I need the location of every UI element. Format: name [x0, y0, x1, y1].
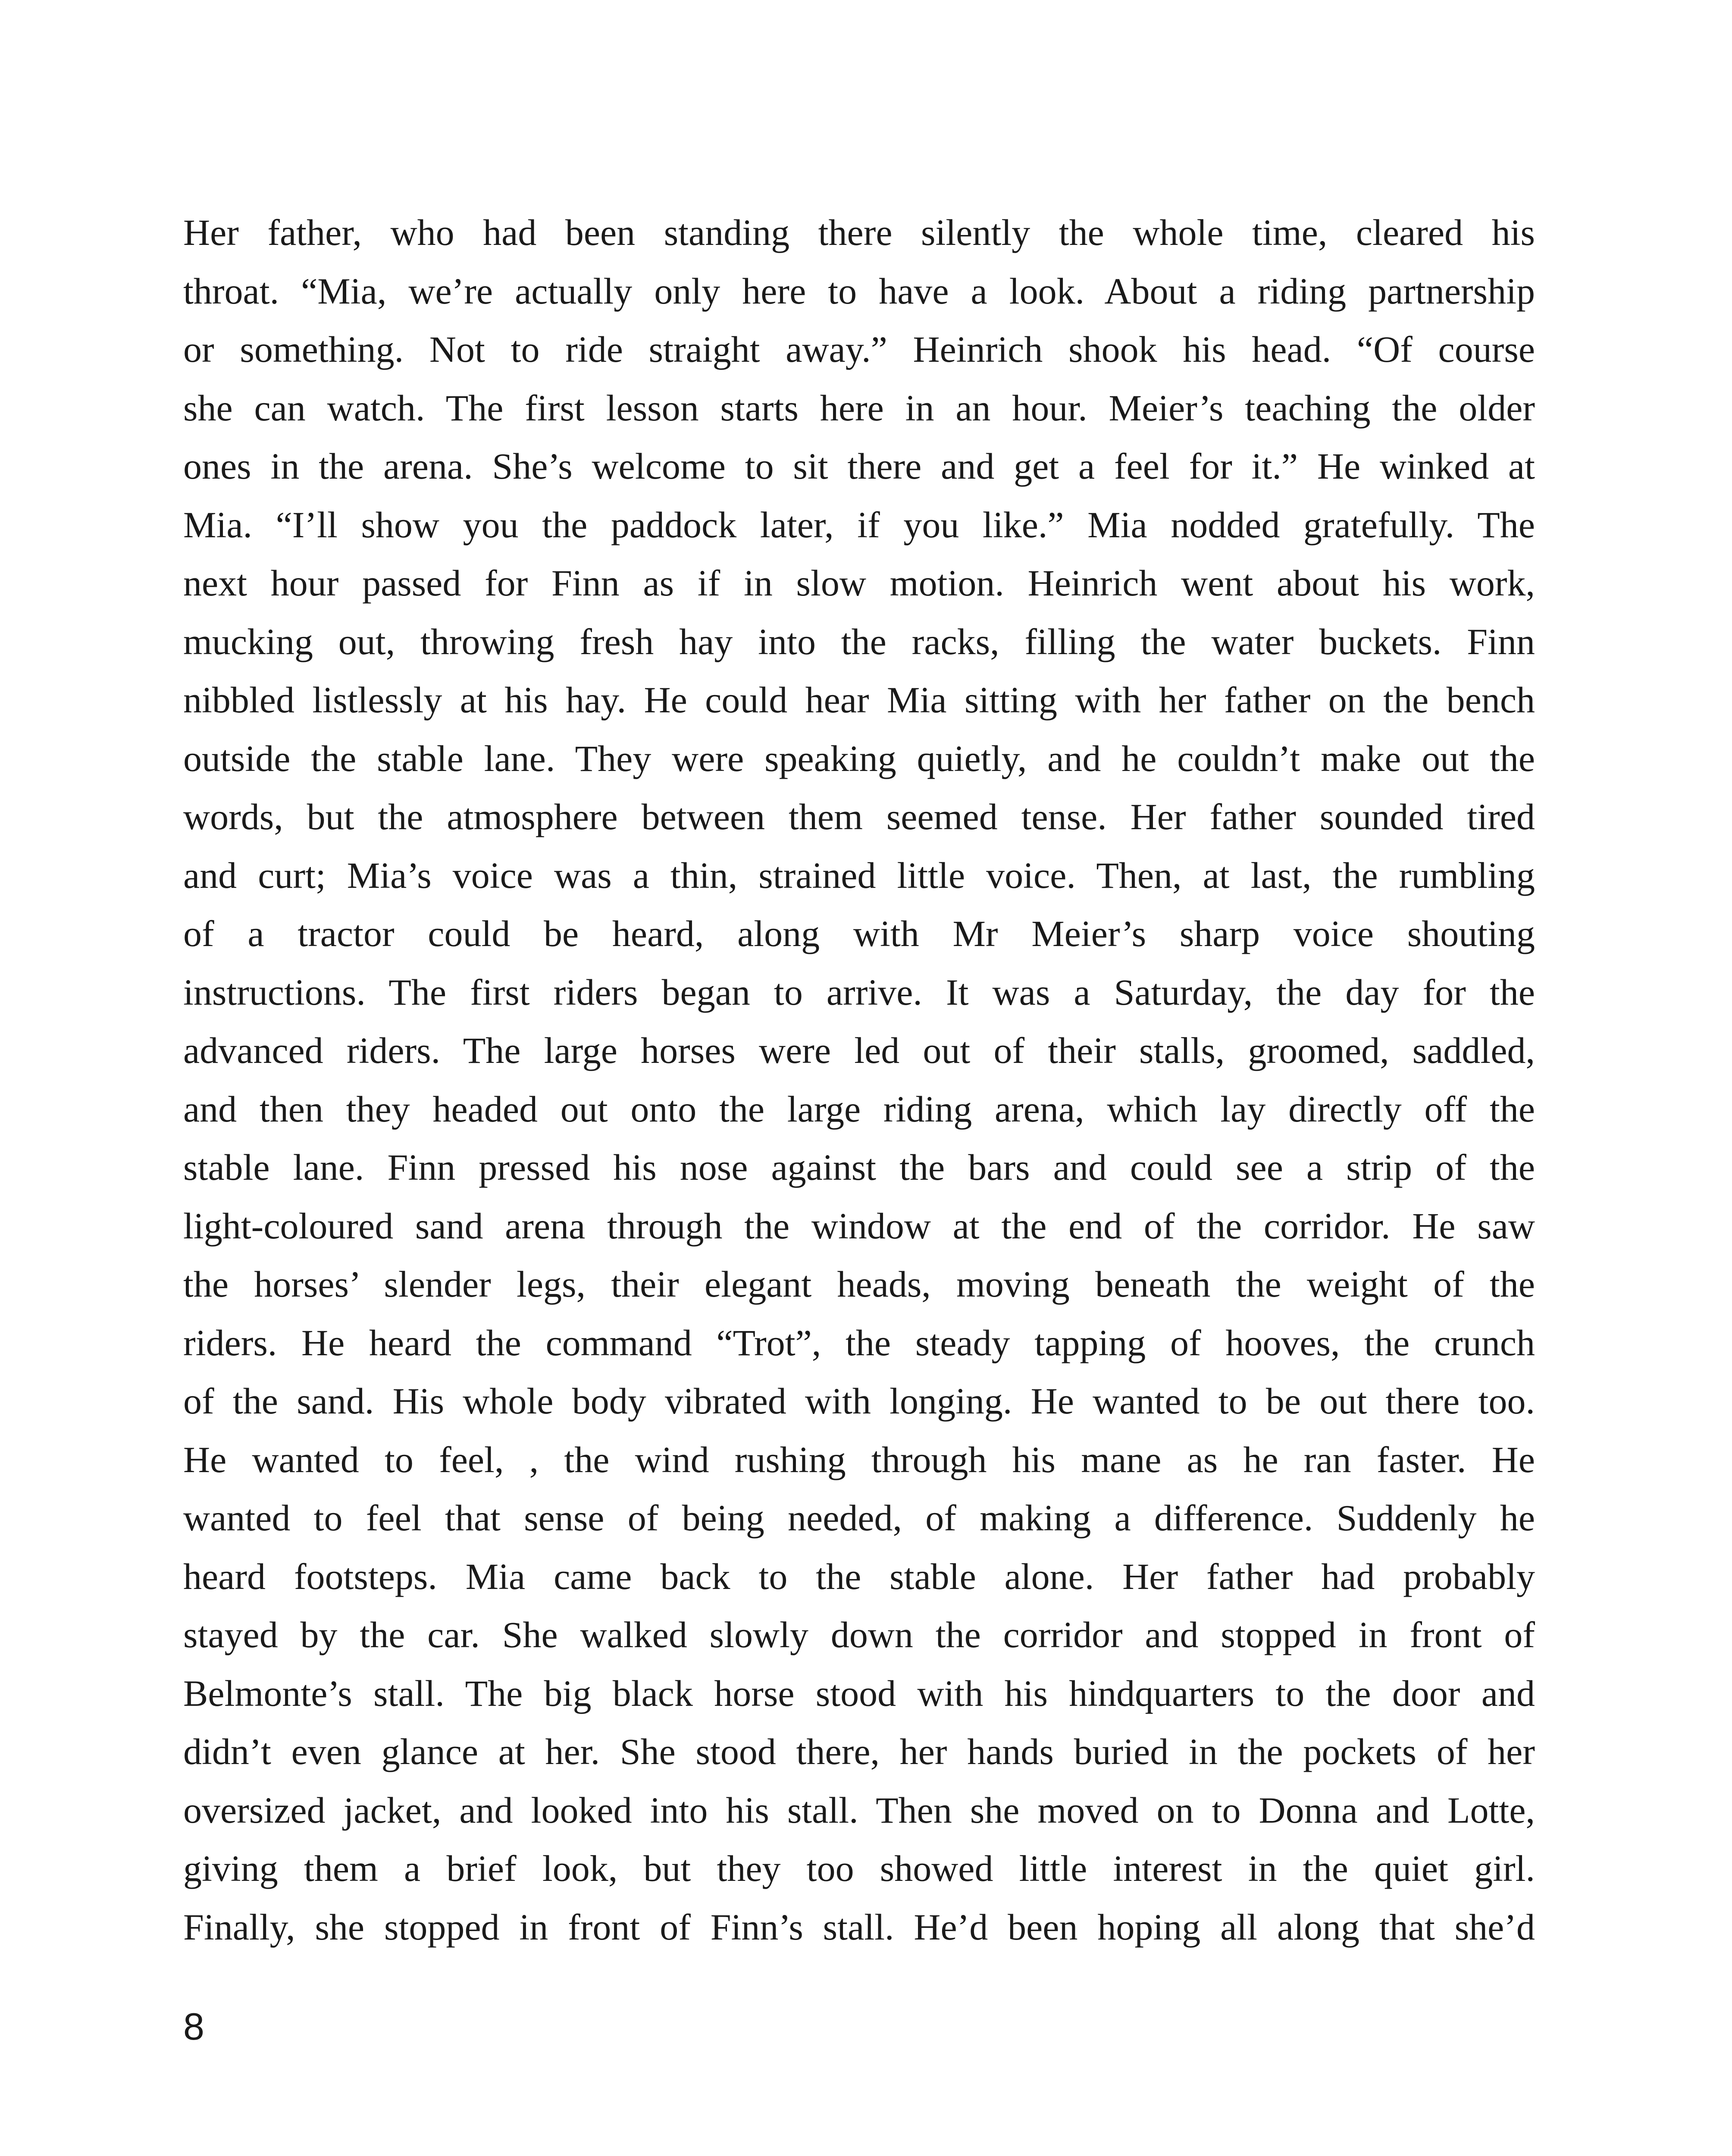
- text-line: and then they headed out onto the large riding arena, which lay directly off the: [183, 1088, 1535, 1130]
- text-line: or something. Not to ride straight away.” Heinrich shook his head. “Of course: [183, 329, 1535, 370]
- text-line: Mia. “I’ll show you the paddock later, if you like.” Mia nodded gratefully. The: [183, 504, 1535, 545]
- text-line: next hour passed for Finn as if in slow motion. Heinrich went about his work,: [183, 562, 1535, 604]
- text-line: light-coloured sand arena through the window at the end of the corridor. He saw: [183, 1205, 1535, 1247]
- text-line: throat. “Mia, we’re actually only here to have a look. About a riding partnership: [183, 270, 1535, 312]
- text-line: oversized jacket, and looked into his stall. Then she moved on to Donna and Lotte,: [183, 1789, 1535, 1831]
- text-line: He wanted to feel, , the wind rushing through his mane as he ran faster. He: [183, 1438, 1535, 1480]
- body-text: [183, 204, 1535, 1956]
- text-line: nibbled listlessly at his hay. He could hear Mia sitting with her father on the bench: [183, 679, 1535, 721]
- text-line: of a tractor could be heard, along with Mr Meier’s sharp voice shouting: [183, 913, 1535, 954]
- text-line: instructions. The first riders began to arrive. It was a Saturday, the day for the: [183, 971, 1535, 1013]
- text-line: didn’t even glance at her. She stood there, her hands buried in the pockets of her: [183, 1731, 1535, 1772]
- text-line: of the sand. His whole body vibrated with longing. He wanted to be out there too.: [183, 1380, 1535, 1422]
- text-line: Belmonte’s stall. The big black horse stood with his hindquarters to the door and: [183, 1672, 1535, 1714]
- text-line: giving them a brief look, but they too showed little interest in the quiet girl.: [183, 1848, 1535, 1889]
- text-line: heard footsteps. Mia came back to the stable alone. Her father had probably: [183, 1555, 1535, 1597]
- text-line: mucking out, throwing fresh hay into the racks, filling the water buckets. Finn: [183, 620, 1535, 662]
- text-line: Her father, who had been standing there silently the whole time, cleared his: [183, 212, 1535, 253]
- text-line: she can watch. The first lesson starts here in an hour. Meier’s teaching the older: [183, 387, 1535, 429]
- text-line: Finally, she stopped in front of Finn’s stall. He’d been hoping all along that she’d: [183, 1906, 1535, 1948]
- text-line: and curt; Mia’s voice was a thin, strained little voice. Then, at last, the rumbling: [183, 854, 1535, 896]
- page-number: 8: [183, 2005, 204, 2048]
- text-line: words, but the atmosphere between them seemed tense. Her father sounded tired: [183, 796, 1535, 837]
- text-line: the horses’ slender legs, their elegant heads, moving beneath the weight of the: [183, 1263, 1535, 1305]
- text-line: outside the stable lane. They were speaking quietly, and he couldn’t make out the: [183, 737, 1535, 779]
- text-line: ones in the arena. She’s welcome to sit there and get a feel for it.” He winked at: [183, 445, 1535, 487]
- text-line: wanted to feel that sense of being needed, of making a difference. Suddenly he: [183, 1497, 1535, 1539]
- text-line: stable lane. Finn pressed his nose against the bars and could see a strip of the: [183, 1147, 1535, 1188]
- text-line: stayed by the car. She walked slowly down the corridor and stopped in front of: [183, 1614, 1535, 1655]
- text-line: advanced riders. The large horses were led out of their stalls, groomed, saddled,: [183, 1030, 1535, 1071]
- text-line: riders. He heard the command “Trot”, the steady tapping of hooves, the crunch: [183, 1322, 1535, 1363]
